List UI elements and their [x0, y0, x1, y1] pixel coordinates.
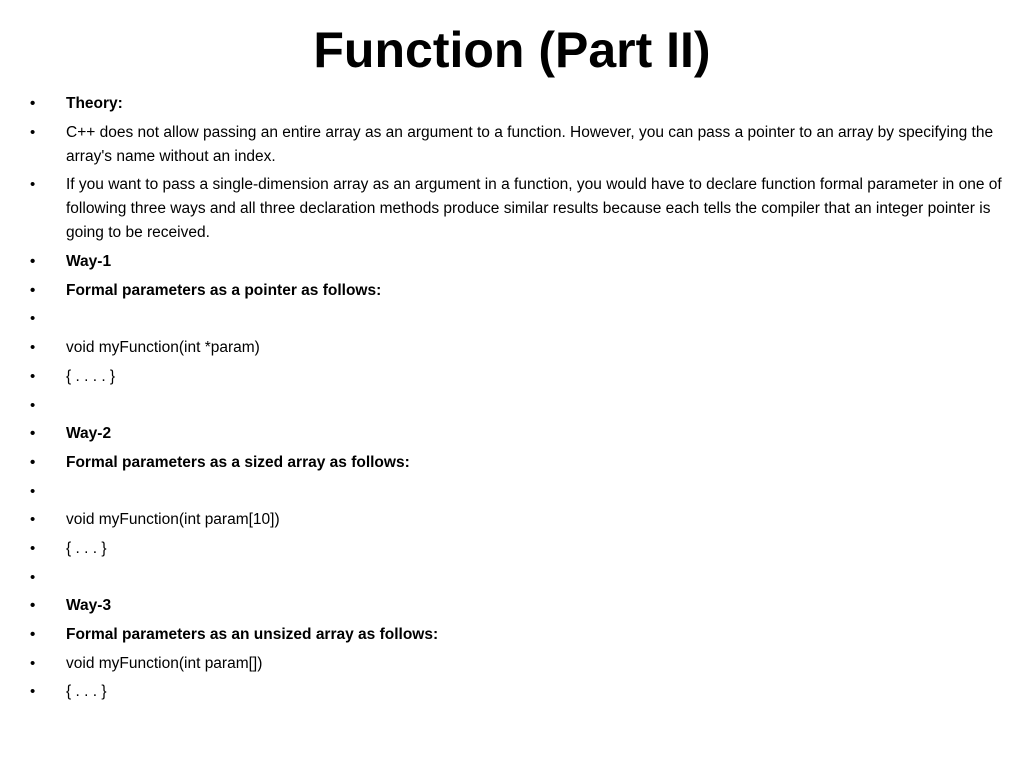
bullet-way-2-body: • { . . . }	[30, 537, 1002, 561]
bullet-way-3-heading: • Way-3	[30, 594, 1002, 618]
bullet-way-3-body: • { . . . }	[30, 680, 1002, 704]
bullet-way-1-signature: • void myFunction(int *param)	[30, 336, 1002, 360]
bullet-way-2-heading: • Way-2	[30, 422, 1002, 446]
slide-title: Function (Part II)	[313, 22, 711, 78]
bullet-empty	[30, 307, 1002, 331]
bullet-way-1-heading: • Way-1	[30, 250, 1002, 274]
bullet-list	[30, 92, 1002, 709]
bullet-single-dimension-explanation: • If you want to pass a single-dimension array as an argument in a function, you would have to declare function formal parameter in one of following three ways and all three declaration methods produce similar results because each tells the compiler that an integer pointer is going to be received.	[30, 173, 1002, 245]
bullet-theory-heading: • Theory:	[30, 92, 1002, 116]
bullet-empty	[30, 480, 1002, 504]
bullet-way-1-description: • Formal parameters as a pointer as follows:	[30, 279, 1002, 303]
bullet-way-3-signature: • void myFunction(int param[])	[30, 652, 1002, 676]
bullet-way-1-body: • { . . . . }	[30, 365, 1002, 389]
bullet-way-2-description: • Formal parameters as a sized array as follows:	[30, 451, 1002, 475]
bullet-empty	[30, 566, 1002, 590]
bullet-way-3-description: • Formal parameters as an unsized array as follows:	[30, 623, 1002, 647]
bullet-way-2-signature: • void myFunction(int param[10])	[30, 508, 1002, 532]
bullet-empty	[30, 394, 1002, 418]
bullet-array-pointer-explanation: • C++ does not allow passing an entire array as an argument to a function. However, you can pass a pointer to an array by specifying the array's name without an index.	[30, 121, 1002, 169]
